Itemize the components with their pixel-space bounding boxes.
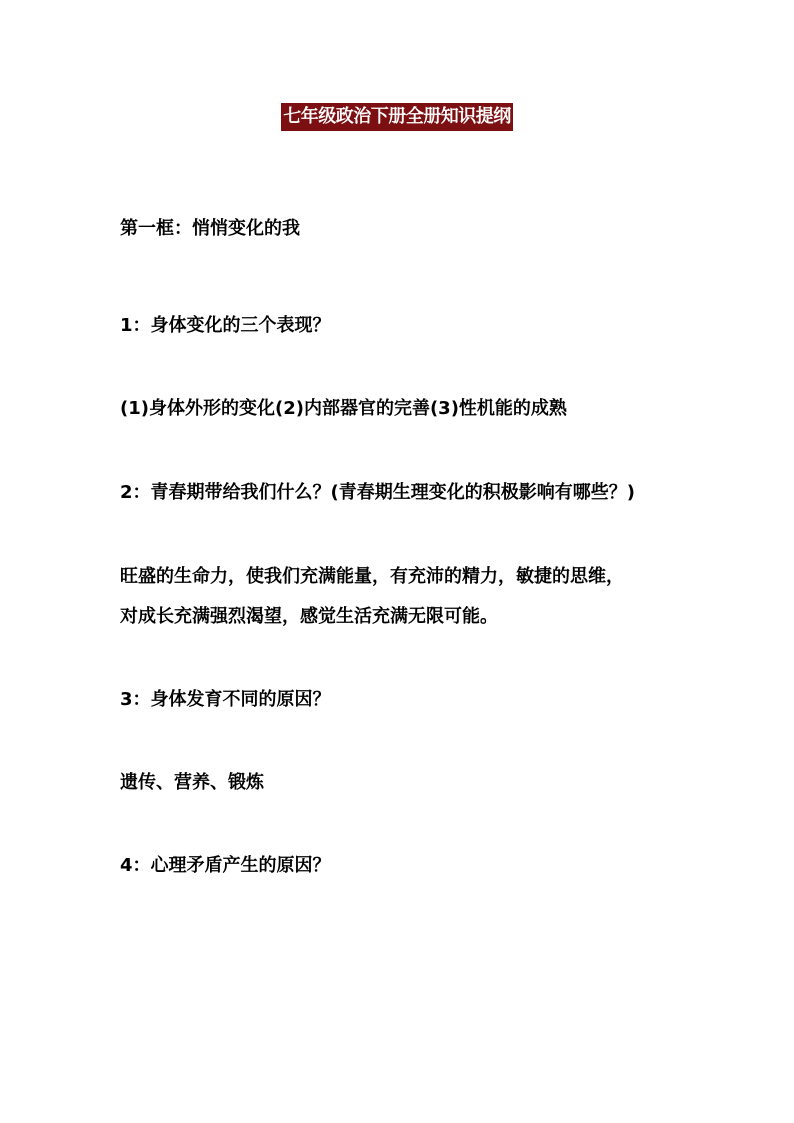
question-3: 3：身体发育不同的原因？ — [120, 689, 331, 710]
question-1: 1：身体变化的三个表现？ — [120, 315, 331, 336]
title-container — [0, 103, 794, 131]
answer-1: (1)身体外形的变化(2)内部器官的完善(3)性机能的成熟 — [120, 398, 567, 419]
question-4: 4：心理矛盾产生的原因？ — [120, 855, 331, 876]
question-2: 2：青春期带给我们什么？(青春期生理变化的积极影响有哪些？) — [120, 482, 635, 503]
answer-2-line-1: 旺盛的生命力，使我们充满能量，有充沛的精力，敏捷的思维， — [120, 566, 624, 587]
answer-3: 遗传、营养、锻炼 — [120, 772, 264, 793]
document-title: 七年级政治下册全册知识提纲 — [281, 103, 513, 131]
section-heading: 第一框：悄悄变化的我 — [120, 218, 300, 239]
answer-2-line-2: 对成长充满强烈渴望，感觉生活充满无限可能。 — [120, 606, 498, 627]
